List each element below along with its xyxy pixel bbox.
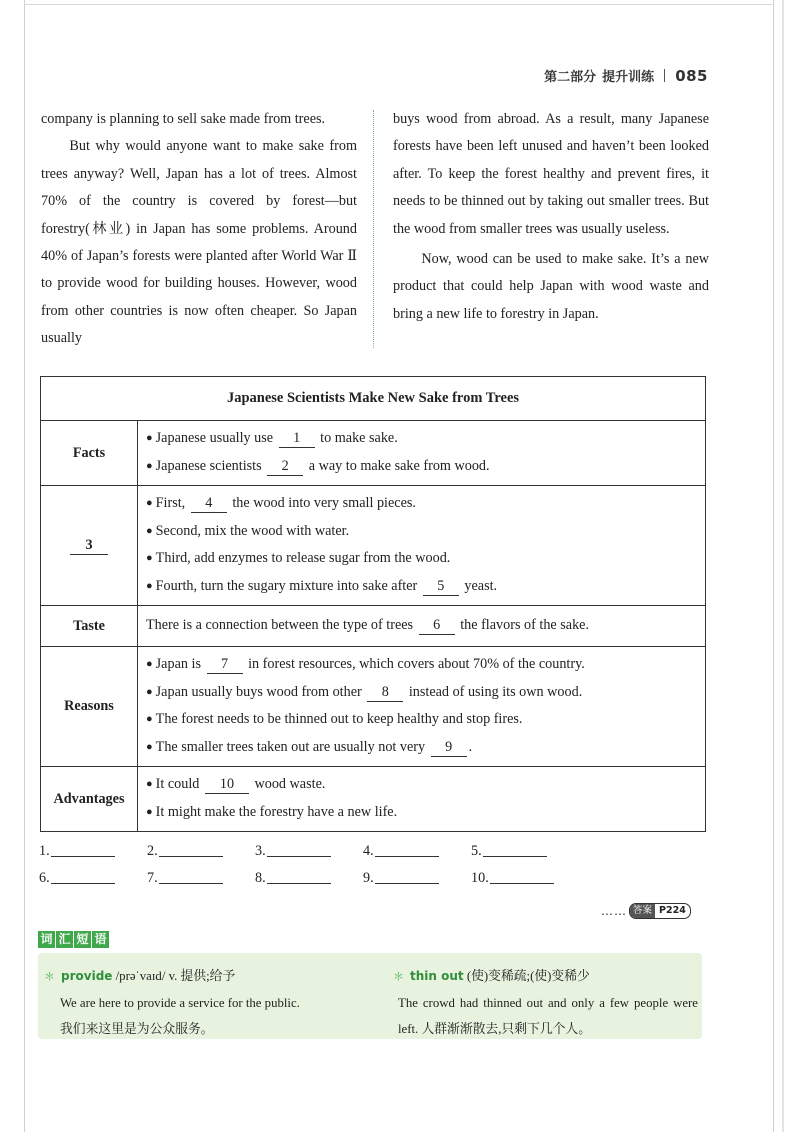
- table-line: ● It might make the forestry have a new life.: [146, 803, 398, 820]
- table-row-advantages: [41, 767, 706, 832]
- vocab-box: [38, 953, 702, 1039]
- row-label-reasons: Reasons: [41, 647, 138, 767]
- row-content-reasons: [138, 647, 706, 767]
- answer-slot[interactable]: 4.: [363, 838, 471, 865]
- table-row-taste: [41, 606, 706, 647]
- star-icon: ＊: [44, 971, 55, 983]
- table-line: ● First, 4 the wood into very small pieces.: [146, 495, 416, 511]
- blank-7: 7: [207, 655, 243, 674]
- paragraph: Now, wood can be used to make sake. It’s a new product that could help Japan with wood waste and bring a new life to forestry in Japan.: [393, 251, 709, 322]
- header-separator: [664, 69, 665, 82]
- blank-8: 8: [367, 683, 403, 702]
- star-icon: ＊: [393, 971, 404, 983]
- answer-slot[interactable]: 2.: [147, 838, 255, 865]
- table-line: ● Japanese usually use 1 to make sake.: [146, 430, 398, 446]
- row-label-steps: [41, 486, 138, 606]
- definition: (使)变稀疏;(使)变稀少: [466, 969, 590, 983]
- vocab-entry-thin-out: [393, 963, 698, 1042]
- summary-table: [40, 376, 706, 832]
- page-header: [544, 66, 708, 85]
- vocab-entry-provide: [44, 963, 374, 1042]
- table-row-reasons: [41, 647, 706, 767]
- headword: thin out: [410, 969, 464, 983]
- blank-5: 5: [423, 577, 459, 596]
- passage-right-column: [393, 106, 709, 328]
- blank-9: 9: [431, 738, 467, 757]
- table-title: Japanese Scientists Make New Sake from Trees: [41, 377, 706, 421]
- row-label-taste: Taste: [41, 606, 138, 647]
- table-line: ● Third, add enzymes to release sugar from the wood.: [146, 550, 451, 566]
- example-en: We are here to provide a service for the public.: [60, 996, 300, 1010]
- section-label: 第二部分: [544, 70, 597, 85]
- row-content-steps: [138, 486, 706, 606]
- passage-left-column: [41, 106, 357, 353]
- answer-slot[interactable]: 7.: [147, 865, 255, 892]
- column-divider: [373, 110, 374, 348]
- paragraph: buys wood from abroad. As a result, many Japanese forests have been left unused and haven’t been looked after. To keep the forest healthy and prevent fires, it needs to be thinned out by taking out smaller trees. But the wood from smaller trees was usually useless.: [393, 111, 709, 237]
- blank-10: 10: [205, 775, 249, 794]
- answer-slot[interactable]: 1.: [39, 838, 147, 865]
- paragraph: But why would anyone want to make sake from trees anyway? Well, Japan has a lot of trees. Almost 70% of the country is covered by forest—but forestry(林业) in Japan has some problems. Around 40% of Japan’s forests were planted after World War Ⅱ to provide wood for building houses. However, wood from other countries is now often cheaper. So Japan usually: [41, 138, 357, 347]
- row-label-facts: Facts: [41, 421, 138, 486]
- row-content-facts: [138, 421, 706, 486]
- table-line: ● Japanese scientists 2 a way to make sake from wood.: [146, 457, 490, 474]
- answer-slot[interactable]: 8.: [255, 865, 363, 892]
- table-row-steps: [41, 486, 706, 606]
- table-line: ● Japan is 7 in forest resources, which covers about 70% of the country.: [146, 656, 585, 672]
- answer-slot[interactable]: 6.: [39, 865, 147, 892]
- headword: provide: [61, 969, 113, 983]
- table-line: There is a connection between the type of trees 6 the flavors of the sake.: [146, 616, 590, 633]
- answer-reference: [601, 903, 691, 919]
- blank-6: 6: [419, 616, 455, 635]
- row-content-advantages: [138, 767, 706, 832]
- page-number: 085: [675, 66, 708, 85]
- binding-shadow: [782, 0, 784, 1132]
- blank-1: 1: [279, 429, 315, 448]
- top-rule: [24, 4, 772, 5]
- table-row-facts: [41, 421, 706, 486]
- answer-slot[interactable]: 9.: [363, 865, 471, 892]
- subsection-label: 提升训练: [602, 70, 655, 85]
- paragraph: company is planning to sell sake made from trees.: [41, 111, 326, 127]
- answer-page-badge: [629, 903, 691, 919]
- leader-dots: ……: [601, 904, 627, 918]
- table-line: ● Second, mix the wood with water.: [146, 522, 350, 539]
- answer-page: P224: [659, 905, 686, 916]
- blank-2: 2: [267, 457, 303, 476]
- table-line: ● Japan usually buys wood from other 8 instead of using its own wood.: [146, 683, 583, 700]
- definition: /prəˈvaɪd/ v. 提供;给予: [115, 969, 236, 983]
- example-zh: 我们来这里是为公众服务。: [60, 1022, 214, 1036]
- table-line: ● It could 10 wood waste.: [146, 776, 326, 792]
- answer-slot[interactable]: 10.: [471, 865, 579, 892]
- vocab-section-title: 词 汇 短 语: [38, 931, 109, 948]
- blank-4: 4: [191, 494, 227, 513]
- blank-3: 3: [70, 536, 108, 555]
- table-line: ● The forest needs to be thinned out to keep healthy and stop fires.: [146, 711, 523, 727]
- answer-slot[interactable]: 5.: [471, 838, 579, 865]
- row-content-taste: [138, 606, 706, 647]
- table-line: ● Fourth, turn the sugary mixture into sake after 5 yeast.: [146, 577, 498, 594]
- row-label-advantages: Advantages: [41, 767, 138, 832]
- table-line: ● The smaller trees taken out are usually not very 9 .: [146, 738, 473, 755]
- answer-slot[interactable]: 3.: [255, 838, 363, 865]
- answer-lines: [39, 838, 599, 892]
- example: The crowd had thinned out and only a few people were left. 人群渐渐散去,只剩下几个人。: [398, 996, 698, 1036]
- answer-label: 答案: [630, 904, 655, 918]
